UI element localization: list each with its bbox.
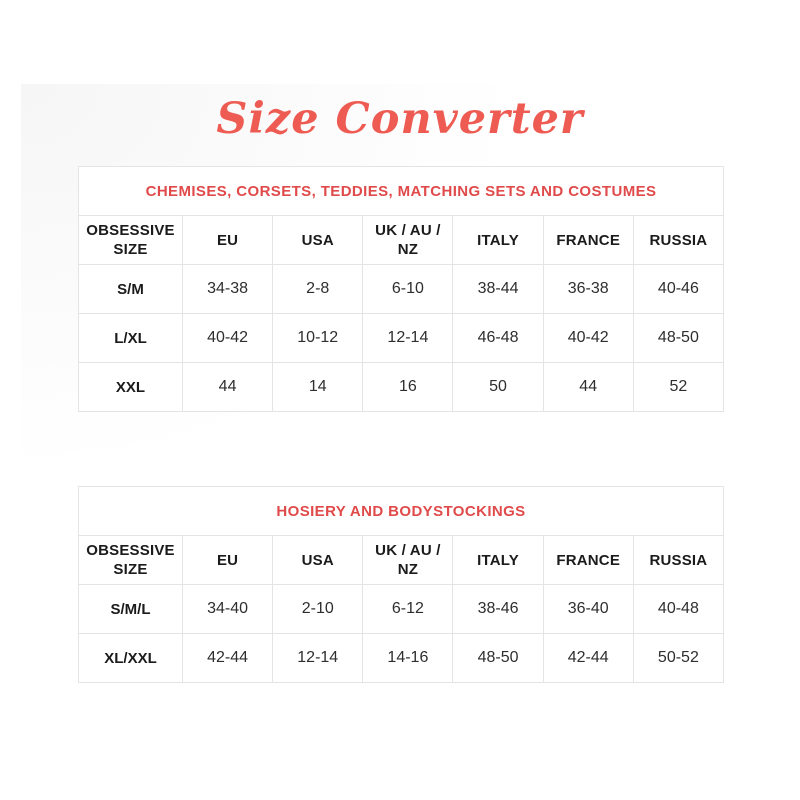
size-value: 40-48 [633,585,723,634]
column-header-france: FRANCE [543,536,633,585]
size-value: 50-52 [633,634,723,683]
column-header-uk-au-nz: UK / AU / NZ [363,216,453,265]
column-header-italy: ITALY [453,536,543,585]
size-value: 10-12 [273,314,363,363]
size-value: 40-42 [543,314,633,363]
size-value: 44 [183,363,273,412]
size-value: 40-46 [633,265,723,314]
column-header-france: FRANCE [543,216,633,265]
size-value: 2-10 [273,585,363,634]
size-value: 38-46 [453,585,543,634]
table-row [79,585,724,634]
table-row [79,363,724,412]
size-value: 46-48 [453,314,543,363]
size-table-chemises [78,166,724,412]
column-header-eu: EU [183,216,273,265]
size-value: 12-14 [273,634,363,683]
column-header-uk-au-nz: UK / AU / NZ [363,536,453,585]
size-value: 40-42 [183,314,273,363]
column-header-usa: USA [273,216,363,265]
table-caption-row [79,167,724,216]
size-value: 52 [633,363,723,412]
table-header-row [79,536,724,585]
size-value: 6-12 [363,585,453,634]
size-value: 14 [273,363,363,412]
column-header-italy: ITALY [453,216,543,265]
size-value: 48-50 [633,314,723,363]
row-label: S/M/L [79,585,183,634]
size-value: 36-40 [543,585,633,634]
size-value: 36-38 [543,265,633,314]
table-header-row [79,216,724,265]
row-label: XL/XXL [79,634,183,683]
column-header-obsessive-size: OBSESSIVE SIZE [79,536,183,585]
column-header-usa: USA [273,536,363,585]
size-value: 6-10 [363,265,453,314]
column-header-russia: RUSSIA [633,216,723,265]
size-value: 16 [363,363,453,412]
size-value: 44 [543,363,633,412]
size-value: 34-40 [183,585,273,634]
table-caption: CHEMISES, CORSETS, TEDDIES, MATCHING SETS AND COSTUMES [79,167,724,216]
size-value: 42-44 [543,634,633,683]
size-table-hosiery [78,486,724,683]
page-title: Size Converter [216,94,584,144]
table-row [79,314,724,363]
table-caption-row [79,487,724,536]
column-header-russia: RUSSIA [633,536,723,585]
size-value: 48-50 [453,634,543,683]
size-value: 34-38 [183,265,273,314]
size-value: 14-16 [363,634,453,683]
row-label: XXL [79,363,183,412]
column-header-eu: EU [183,536,273,585]
table-row [79,265,724,314]
row-label: L/XL [79,314,183,363]
size-value: 2-8 [273,265,363,314]
size-value: 42-44 [183,634,273,683]
column-header-obsessive-size: OBSESSIVE SIZE [79,216,183,265]
table-caption: HOSIERY AND BODYSTOCKINGS [79,487,724,536]
table-row [79,634,724,683]
size-value: 50 [453,363,543,412]
size-value: 12-14 [363,314,453,363]
size-value: 38-44 [453,265,543,314]
row-label: S/M [79,265,183,314]
